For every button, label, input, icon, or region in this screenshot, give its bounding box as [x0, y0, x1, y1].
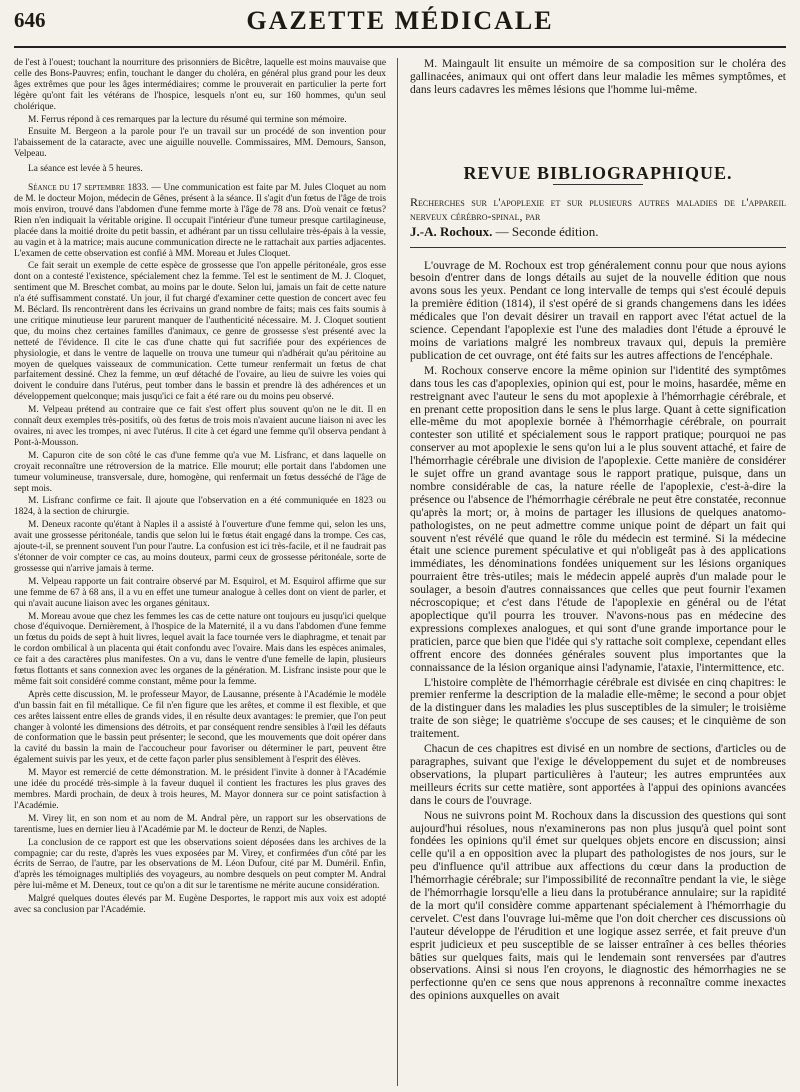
column-divider — [397, 58, 398, 1086]
book-edition: — Seconde édition. — [495, 223, 599, 239]
paragraph: M. Rochoux conserve encore la même opinion sur l'identité des symptômes dans tous les cas d'apoplexies, opinion qui est, pour le moins, hasardée, même en restreignant avec l'auteur le sens du mot apoplexie à l'hémorrhagie cérébrale, et en prenant cette proposition dans le sens le plus large. Quant à cette signification elle-même du mot apoplexie bornée à l'hémorrhagie cérébrale, on pourrait contester son utilité et spécialement sous le rapport pratique; pourquoi ne pas conserver au mot apoplexie le sens qu'on lui a le plus souvent attaché, et faire de l'hémorrhagie cérébrale une division de l'apoplexie. Cette manière de considérer le sujet offre un grand avantage sous le rapport pratique, puisque, dans un nombre considérable de cas, la nature réelle de l'apoplexie, c'est-à-dire la présence ou l'absence de l'hémorrhagie cérébrale ne peut être constatée, reconnue qu'après la mort; or, à moins de partager les illusions de quelques anatomo-pathologistes, on ne peut admettre comme unique point de départ un fait qui souvent n'est révélé que quand le rôle du médecin est terminé. Si la médecine était une science purement spéculative et qui n'obligeât pas à des applications immédiates, les dénominations fondées uniquement sur les lésions organiques pourraient être très-utiles; mais le médecin appelé auprès d'un malade pour le soulager, a besoin d'autres connaissances que celles que peut fournir l'examen nécroscopique; et c'est dans l'étude de l'apoplexie en général ou de l'état apoplectique qu'il pourra les trouver. N'avons-nous pas en médecine des expressions complexes analogues, et qui sont d'une grande importance pour le praticien, parce que bien que l'idée qui s'y rattache soit complexe, cependant elles offrent encore des données générales souvent plus importantes que la connaissance de la lésion organique ainsi l'adynamie, l'ataxie, l'intermittence, etc. — [410, 364, 786, 674]
journal-title: GAZETTE MÉDICALE — [246, 6, 554, 35]
paragraph: Nous ne suivrons point M. Rochoux dans la discussion des questions qui sont aujourd'hui résolues, nous n'examinerons pas non plus jusqu'à quel point sont fondées les opinions qu'il émet sur quelques objets encore en discussion; ainsi celle qu'il a en opposition avec la plupart des pathologistes de nos jours, sur le peu d'influence qu'il attribue aux affections du cœur dans la production de l'hémorrhagie cérébrale; sur l'impossibilité de reconnaître pendant la vie, le siège de l'hémorrhagie lorsqu'elle a lieu dans la protubérance annulaire; sur la rapidité de la mort qu'il considère comme appartenant spécialement à l'hémorrhagie du cervelet. C'est dans l'ouvrage lui-même que l'on doit chercher ces discussions où l'auteur développe de l'érudition et une logique assez serrée, et fait preuve d'un esprit judicieux et peu susceptible de se laisser entraîner à ces belles théories bâties sur quelques faits, mais qui le lendemain sont renversées par d'autres observations. Ainsi si nous l'en croyons, le diagnostic des hémorrhagies ne se perfectionne qu'en ce sens que nous apprenons à reconnaître comme inexactes des opinions auxquelles on avait — [410, 809, 786, 1003]
session-close: La séance est levée à 5 heures. — [28, 164, 143, 175]
book-title: Recherches sur l'apoplexie et sur plusieurs autres maladies de l'appareil nerveux cérébro-spinal, par — [410, 194, 786, 223]
book-author: J.-A. Rochoux. — [410, 223, 493, 239]
section-rule — [553, 184, 643, 185]
session-date: Séance du 17 septembre 1833. — [28, 183, 149, 194]
page-number: 646 — [14, 8, 46, 32]
paragraph: Malgré quelques doutes élevés par M. Eugène Desportes, le rapport mis aux voix est adopté avec sa conclusion par l'Académie. — [14, 894, 386, 916]
session-paragraph — [14, 183, 386, 259]
paragraph: M. Ferrus répond à ces remarques par la lecture du résumé qui termine son mémoire. — [28, 114, 347, 125]
paragraph: M. Velpeau rapporte un fait contraire observé par M. Esquirol, et M. Esquirol affirme que sur une femme de 67 à 68 ans, il a vu en effet une tumeur analogue à celles dont on vient de parler, et qui n'avait aucune liaison avec les organes génitaux. — [14, 576, 386, 609]
paragraph: M. Velpeau prétend au contraire que ce fait s'est offert plus souvent qu'on ne le dit. Il en connaît deux exemples très-positifs, où des fœtus de trois mois n'avaient aucune liaison ni avec les ovaires, ni avec les trompes, ni avec l'utérus. Il cite à cet égard une femme qu'il observa pendant à Pont-à-Mousson. — [14, 405, 386, 448]
paragraph: M. Lisfranc confirme ce fait. Il ajoute que l'observation en a été communiquée en 1823 ou 1824, à la section de chirurgie. — [14, 496, 386, 518]
paragraph: La conclusion de ce rapport est que les observations soient déposées dans les archives de la compagnie; car du reste, d'après les vues exposées par M. Virey, et confirmées d'un côté par les écrits de Serrao, de l'autre, par les observations de M. Léon Dufour, cité par M. Duméril. Enfin, d'après les témoignages multipliés des voyageurs, au nombre desquels on peut compter M. Andral père lui-même et M. Deneux, tout ce qu'on a dit sur le tarentisme ne mérite aucune considération. — [14, 837, 386, 892]
paragraph: Ensuite M. Bergeon a la parole pour l'e un travail sur un procédé de son invention pour l'abaissement de la cataracte, avec une aiguille nouvelle. Commissaires, MM. Demours, Sanson, Velpeau. — [14, 127, 386, 160]
paragraph: Après cette discussion, M. le professeur Mayor, de Lausanne, présente à l'Académie le modèle d'un bassin fait en fil métallique. Ce fil n'en figure que les arêtes, et comme il est flexible, et que ces arêtes laissent entre elles de grands vides, il en résulte deux avantages: le premier, que l'on peut changer à volonté les dimensions des détroits, et par conséquent rendre sensibles à l'œil les défauts de conformation que le bassin peut présenter; le second, que les mouvements que doit opérer dans la cavité du bassin la main de l'accoucheur pour favoriser ou déterminer le part, peuvent être également suivis par les yeux, et de cette façon parler plus sensiblement à l'esprit des élèves. — [14, 689, 386, 766]
page-header — [14, 4, 786, 48]
paragraph: L'histoire complète de l'hémorrhagie cérébrale est divisée en cinq chapitres: le premier renferme la description de la maladie elle-même; le second a pour objet de la distinguer dans les maladies les plus susceptibles de la simuler; le troisième traite de son siège; le quatrième s'occupe de ses causes; et le cinquième de son traitement. — [410, 676, 786, 741]
book-rule — [410, 247, 786, 248]
paragraph: M. Mayor est remercié de cette démonstration. M. le président l'invite à donner à l'Académie une idée du procédé très-simple à la faveur duquel il contient les fractures les plus graves des membres. Mardi prochain, de deux à trois heures, M. Mayor donnera sur ce point satisfaction à l'Académie. — [14, 768, 386, 811]
header-rule — [14, 46, 786, 48]
paragraph: M. Virey lit, en son nom et au nom de M. Andral père, un rapport sur les observations de tarentisme, lues en dernier lieu à l'Académie par M. le docteur de Renzi, de Naples. — [14, 813, 386, 835]
paragraph: M. Maingault lit ensuite un mémoire de sa composition sur le choléra des gallinacées, animaux qui ont offert dans leur maladie les mêmes symptômes, et dans leurs cadavres les mêmes lésions que l'homme lui-même. — [410, 58, 786, 96]
paragraph: M. Deneux raconte qu'étant à Naples il a assisté à l'ouverture d'une femme qui, selon les uns, avait une grossesse péritonéale, tandis que selon lui le fœtus était engagé dans la trompe. Ces cas, ajoute-t-il, se prennent souvent l'un pour l'autre. La confusion est ici très-facile, et il ne faudrait pas s'étonner de voir compter ce cas, au moins douteux, parmi ceux de grossesse péritonéale, sorte de grossesse qui n'arrive jamais à terme. — [14, 520, 386, 574]
book-author-line — [410, 223, 786, 239]
paragraph: Ce fait serait un exemple de cette espèce de grossesse que l'on appelle péritonéale, gros esse dont on a contesté l'existence, spécialement chez la femme. Tel est le sentiment de M. J. Cloquet, sentiment que M. Breschet combat, au moins par le doute. Selon lui, jamais un fait de cette nature n'a été suffisamment constaté. Un jour, il fut chargé d'examiner cette question de concert avec feu M. Béclard. Ils rencontrèrent dans les écrivains un grand nombre de faits; mais ces faits soumis à une critique minutieuse leur parurent manquer de l'authenticité nécessaire. M. J. Cloquet soutient que, du moins chez certaines familles d'animaux, ce genre de grossesse s'est présenté avec la netteté de l'évidence. Il cite le cas d'une chatte qui fut sacrifiée pour des expériences de physiologie, et dans le ventre de laquelle on trouva une tumeur qui n'adhérait qu'au péritoine au moyen de quelques vaisseaux de communication. Cette tumeur renfermait un fœtus de chat parfaitement dessiné. Chez la femme, un œuf détaché de l'ovaire, au lieu de suivre les voies qui doivent le conduire dans l'utérus, peut tomber dans le bassin et prendre là des adhérences et un développement quelconque; mais jusqu'ici ce fait a été rare ou du moins peu observé. — [14, 261, 386, 403]
paragraph: M. Capuron cite de son côté le cas d'une femme qu'a vue M. Lisfranc, et dans laquelle on croyait reconnaître une rétroversion de la matrice. Elle mourut; elle portait dans l'abdomen une tumeur volumineuse, transversale, dure, homogène, qui renfermait un fœtus desséché de l'âge de sept mois. — [14, 450, 386, 494]
left-column — [14, 58, 386, 1086]
paragraph: M. Moreau avoue que chez les femmes les cas de cette nature ont toujours eu jusqu'ici quelque chose d'équivoque. Dernièrement, à l'hospice de la Maternité, il a vu dans l'abdomen d'une femme un fœtus du poids de sept à huit livres, lequel avait la face tournée vers le diaphragme, et tenait par le cordon ombilical à un placenta qui était confondu avec l'ovaire. Mais dans les espèces animales, ce fait a des caractères plus manifestes. On a vu, dans le ventre d'une femelle de lapin, plusieurs fœtus flottants et sans connexion avec les organes de la génération. M. Lisfranc insiste pour que le même fait soit considéré comme constant, même pour la femme. — [14, 611, 386, 687]
section-title: REVUE BIBLIOGRAPHIQUE. — [463, 162, 733, 183]
paragraph: L'ouvrage de M. Rochoux est trop généralement connu pour que nous ayions besoin d'entrer dans de longs détails au sujet de la nouvelle édition que nous avons sous les yeux. Pendant ce long intervalle de temps qui s'est écoulé depuis la première édition (1814), il s'est opéré de si grands changemens dans les idées médicales que l'on devait désirer un travail en rapport avec l'état actuel de la science. Cependant l'apoplexie est l'une des maladies dont l'étude a éprouvé le moins de variations malgré les nombreux travaux qui, depuis la première publication de cet ouvrage, ont été faits sur les autres affections de l'encéphale. — [410, 259, 786, 362]
session-text: — Une communication est faite par M. Jules Cloquet au nom de M. le docteur Mojon, médecin de Gênes, présent à la séance. Il s'agit d'un fœtus de l'âge de trois mois environ, trouvé dans l'abdomen d'une femme morte à l'âge de 78 ans. D'où venait ce fœtus? Rien n'en indiquait la véritable origine. Il occupait l'intérieur d'une tumeur presque cartilagineuse, placée dans la moitié droite du petit bassin, et adhérant par un tissu cellulaire très-épais à la vessie, au vagin et à la matrice; mais aucune communication directe ne le rattachait aux parties adjacentes. L'examen de cette observation est confié à MM. Moreau et Jules Cloquet. — [14, 183, 386, 259]
paragraph: Chacun de ces chapitres est divisé en un nombre de sections, d'articles ou de paragraphes, suivant que l'exige le développement du sujet et de nombreuses observations, la plupart particulières à l'auteur; les autres empruntées aux meilleurs écrits sur cette matière, sont apportées à l'appui des opinions avancées dans le cours de l'ouvrage. — [410, 743, 786, 807]
paragraph: de l'est à l'ouest; touchant la nourriture des prisonniers de Bicêtre, laquelle est moins mauvaise que celle des Bons-Pauvres; enfin, touchant le danger du choléra, en général plus grand pour les deux âges extrêmes que pour les âges intermédiaires; comme le prouverait en particulier la perte fort légère qu'ont fait les vétérans de l'hospice, lesquels n'ont eu, sur 160 hommes, qu'un seul cholérique. — [14, 58, 386, 112]
right-column — [410, 58, 786, 1086]
